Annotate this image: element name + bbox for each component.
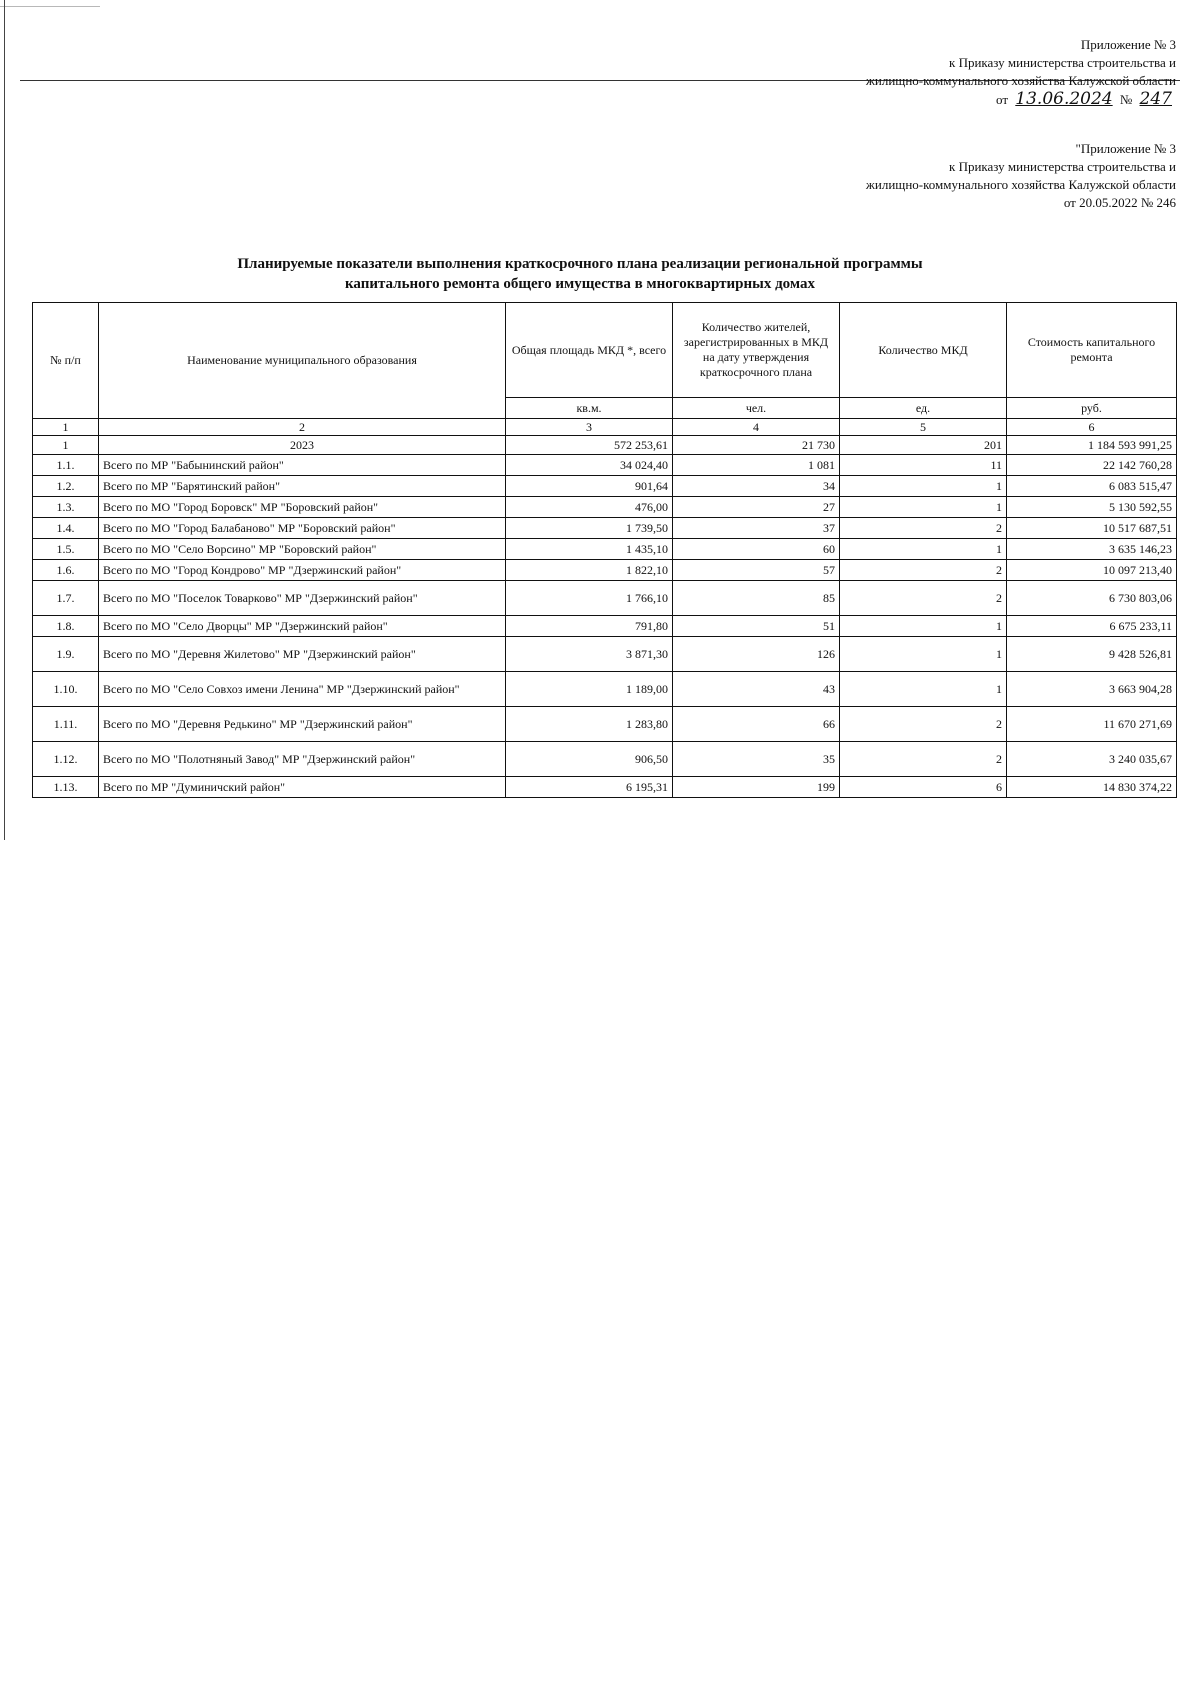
row-area: 3 871,30	[506, 637, 673, 672]
annex-header-date-line	[866, 90, 1176, 109]
row-num: 1.5.	[33, 539, 99, 560]
header-cost: Стоимость капитального ремонта	[1007, 303, 1177, 398]
row-name: Всего по МО "Город Балабаново" МР "Боровский район"	[99, 518, 506, 539]
row-count: 1	[840, 476, 1007, 497]
row-name: Всего по МР "Барятинский район"	[99, 476, 506, 497]
unit-area: кв.м.	[506, 398, 673, 419]
table-row	[33, 476, 1177, 497]
row-cost: 10 097 213,40	[1007, 560, 1177, 581]
row-name: Всего по МО "Село Совхоз имени Ленина" МР "Дзержинский район"	[99, 672, 506, 707]
row-count: 1	[840, 637, 1007, 672]
row-area: 1 189,00	[506, 672, 673, 707]
header-name: Наименование муниципального образования	[99, 303, 506, 419]
row-area: 34 024,40	[506, 455, 673, 476]
col-number-cell: 4	[673, 419, 840, 436]
total-row	[33, 436, 1177, 455]
annex-header-line3: жилищно-коммунального хозяйства Калужской области	[865, 73, 1176, 88]
document-title-line1: Планируемые показатели выполнения краткосрочного плана реализации региональной программы	[237, 256, 923, 272]
row-residents: 85	[673, 581, 840, 616]
row-num: 1.8.	[33, 616, 99, 637]
col-number-cell: 6	[1007, 419, 1177, 436]
number-prefix: №	[1119, 92, 1133, 107]
row-name: Всего по МО "Село Ворсино" МР "Боровский район"	[99, 539, 506, 560]
row-residents: 66	[673, 707, 840, 742]
row-residents: 51	[673, 616, 840, 637]
row-count: 11	[840, 455, 1007, 476]
total-num: 1	[33, 436, 99, 455]
table-row	[33, 518, 1177, 539]
prior-annex-line1: "Приложение № 3	[1075, 141, 1176, 156]
row-count: 2	[840, 518, 1007, 539]
row-cost: 3 240 035,67	[1007, 742, 1177, 777]
prior-annex-header	[866, 140, 1176, 212]
row-area: 1 739,50	[506, 518, 673, 539]
unit-cost: руб.	[1007, 398, 1177, 419]
row-count: 1	[840, 497, 1007, 518]
row-area: 6 195,31	[506, 777, 673, 798]
row-num: 1.7.	[33, 581, 99, 616]
row-num: 1.3.	[33, 497, 99, 518]
row-area: 1 435,10	[506, 539, 673, 560]
unit-residents: чел.	[673, 398, 840, 419]
plan-indicators-table	[32, 302, 1177, 798]
row-area: 906,50	[506, 742, 673, 777]
header-num: № п/п	[33, 303, 99, 419]
row-cost: 22 142 760,28	[1007, 455, 1177, 476]
row-residents: 1 081	[673, 455, 840, 476]
row-cost: 11 670 271,69	[1007, 707, 1177, 742]
row-num: 1.13.	[33, 777, 99, 798]
row-count: 1	[840, 539, 1007, 560]
row-num: 1.12.	[33, 742, 99, 777]
row-residents: 37	[673, 518, 840, 539]
column-number-row	[33, 419, 1177, 436]
document-title	[130, 254, 1030, 294]
row-residents: 57	[673, 560, 840, 581]
col-number-cell: 2	[99, 419, 506, 436]
row-name: Всего по МО "Поселок Товарково" МР "Дзержинский район"	[99, 581, 506, 616]
row-num: 1.6.	[33, 560, 99, 581]
total-year: 2023	[99, 436, 506, 455]
header-area: Общая площадь МКД *, всего	[506, 303, 673, 398]
row-name: Всего по МО "Село Дворцы" МР "Дзержинский район"	[99, 616, 506, 637]
row-residents: 35	[673, 742, 840, 777]
row-name: Всего по МР "Думиничский район"	[99, 777, 506, 798]
row-cost: 9 428 526,81	[1007, 637, 1177, 672]
row-cost: 3 663 904,28	[1007, 672, 1177, 707]
row-area: 1 766,10	[506, 581, 673, 616]
row-residents: 60	[673, 539, 840, 560]
col-number-cell: 3	[506, 419, 673, 436]
header-row	[33, 303, 1177, 398]
table-row	[33, 742, 1177, 777]
annex-header-line1: Приложение № 3	[1080, 37, 1176, 52]
table-row	[33, 581, 1177, 616]
row-residents: 126	[673, 637, 840, 672]
row-name: Всего по МР "Бабынинский район"	[99, 455, 506, 476]
annex-header	[866, 36, 1176, 109]
table-row	[33, 539, 1177, 560]
table-row	[33, 777, 1177, 798]
row-area: 476,00	[506, 497, 673, 518]
row-cost: 10 517 687,51	[1007, 518, 1177, 539]
row-cost: 14 830 374,22	[1007, 777, 1177, 798]
document-title-line2: капитального ремонта общего имущества в многоквартирных домах	[345, 276, 815, 292]
row-name: Всего по МО "Полотняный Завод" МР "Дзержинский район"	[99, 742, 506, 777]
total-count: 201	[840, 436, 1007, 455]
row-name: Всего по МО "Деревня Редькино" МР "Дзержинский район"	[99, 707, 506, 742]
row-area: 791,80	[506, 616, 673, 637]
row-cost: 6 083 515,47	[1007, 476, 1177, 497]
row-name: Всего по МО "Город Боровск" МР "Боровский район"	[99, 497, 506, 518]
row-num: 1.10.	[33, 672, 99, 707]
row-residents: 199	[673, 777, 840, 798]
table-row	[33, 707, 1177, 742]
scan-left-edge-line	[4, 0, 5, 840]
total-cost: 1 184 593 991,25	[1007, 436, 1177, 455]
annex-header-line2: к Приказу министерства строительства и	[949, 55, 1176, 70]
row-num: 1.11.	[33, 707, 99, 742]
header-residents: Количество жителей, зарегистрированных в МКД на дату утверждения краткосрочного плана	[673, 303, 840, 398]
row-name: Всего по МО "Город Кондрово" МР "Дзержинский район"	[99, 560, 506, 581]
prior-annex-line4: от 20.05.2022 № 246	[1063, 195, 1176, 210]
row-area: 901,64	[506, 476, 673, 497]
row-residents: 34	[673, 476, 840, 497]
scan-edge-mark	[0, 6, 100, 7]
row-num: 1.1.	[33, 455, 99, 476]
prior-annex-line2: к Приказу министерства строительства и	[949, 159, 1176, 174]
row-cost: 5 130 592,55	[1007, 497, 1177, 518]
table-row	[33, 455, 1177, 476]
header-count: Количество МКД	[840, 303, 1007, 398]
handwritten-date: 13.06.2024	[1015, 89, 1113, 109]
row-area: 1 822,10	[506, 560, 673, 581]
prior-annex-line3: жилищно-коммунального хозяйства Калужской области	[865, 177, 1176, 192]
row-residents: 43	[673, 672, 840, 707]
table-row	[33, 672, 1177, 707]
handwritten-number: 247	[1139, 89, 1172, 109]
row-cost: 6 675 233,11	[1007, 616, 1177, 637]
row-cost: 6 730 803,06	[1007, 581, 1177, 616]
row-num: 1.2.	[33, 476, 99, 497]
row-count: 6	[840, 777, 1007, 798]
date-prefix: от	[996, 92, 1009, 107]
row-count: 2	[840, 742, 1007, 777]
col-number-cell: 5	[840, 419, 1007, 436]
row-num: 1.4.	[33, 518, 99, 539]
total-area: 572 253,61	[506, 436, 673, 455]
row-cost: 3 635 146,23	[1007, 539, 1177, 560]
row-count: 1	[840, 672, 1007, 707]
unit-count: ед.	[840, 398, 1007, 419]
table-row	[33, 497, 1177, 518]
row-area: 1 283,80	[506, 707, 673, 742]
table-row	[33, 560, 1177, 581]
table-row	[33, 616, 1177, 637]
row-count: 2	[840, 560, 1007, 581]
row-count: 1	[840, 616, 1007, 637]
row-count: 2	[840, 707, 1007, 742]
row-name: Всего по МО "Деревня Жилетово" МР "Дзержинский район"	[99, 637, 506, 672]
col-number-cell: 1	[33, 419, 99, 436]
row-residents: 27	[673, 497, 840, 518]
row-num: 1.9.	[33, 637, 99, 672]
table-row	[33, 637, 1177, 672]
total-residents: 21 730	[673, 436, 840, 455]
row-count: 2	[840, 581, 1007, 616]
